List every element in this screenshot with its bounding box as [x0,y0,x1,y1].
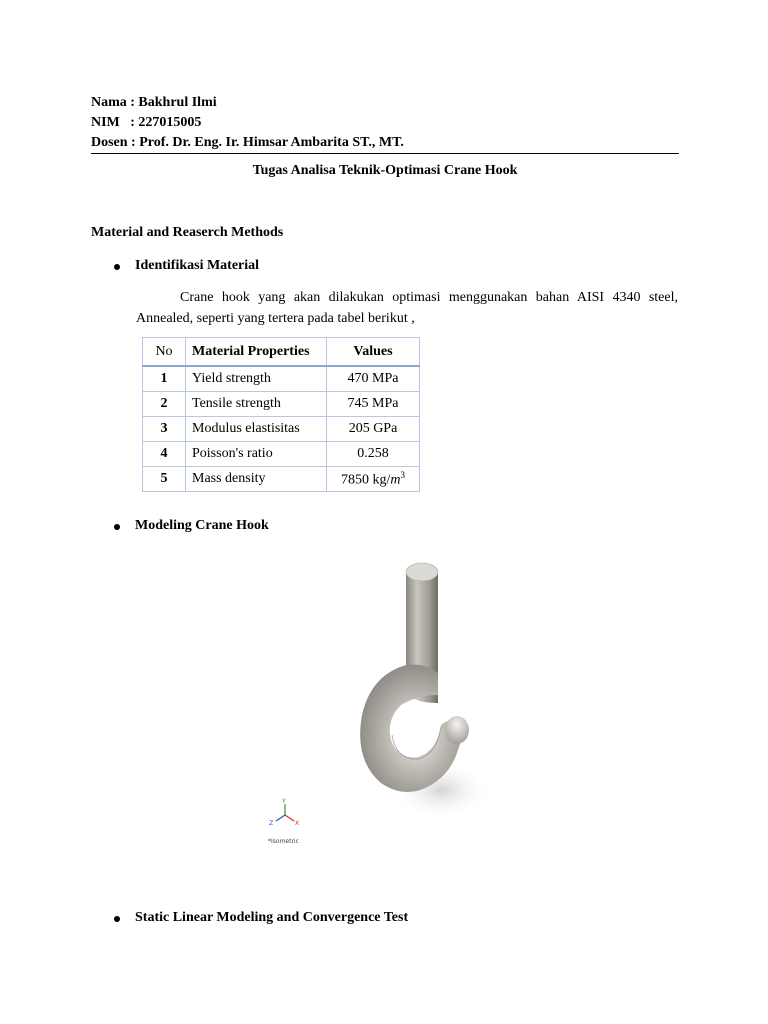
axis-triad [269,798,299,827]
row-value [327,467,420,492]
row-no: 2 [143,392,186,417]
table-header-row [143,338,420,367]
table-row [143,442,420,467]
bullet-label: Static Linear Modeling and Convergence Test [135,910,409,925]
bullet-dot-icon [114,264,120,270]
col-no-header: No [143,338,186,367]
bullet-label: Identifikasi Material [135,258,260,273]
crane-hook-model-image [266,545,506,855]
row-property: Poisson's ratio [186,442,327,467]
row-no: 5 [143,467,186,492]
view-label: *Isometric [268,838,299,845]
student-nim: NIM : 227015005 [91,115,202,130]
col-values-header: Values [327,338,420,367]
section-heading: Material and Reaserch Methods [91,225,284,240]
bullet-dot-icon [114,524,120,530]
col-property-header: Material Properties [186,338,327,367]
row-no: 1 [143,366,186,392]
row-property: Yield strength [186,366,327,392]
lecturer-name: Dosen : Prof. Dr. Eng. Ir. Himsar Ambarita ST., MT. [91,135,404,150]
bullet-dot-icon [114,916,120,922]
body-paragraph [136,287,678,329]
x-axis-line [285,815,294,821]
material-table [142,337,420,492]
row-value: 745 MPa [327,392,420,417]
row-no: 4 [143,442,186,467]
row-value: 0.258 [327,442,420,467]
row-property: Mass density [186,467,327,492]
value-unit: m [390,472,401,488]
row-value: 205 GPa [327,417,420,442]
crane-hook-figure [266,545,506,855]
table-row [143,467,420,492]
value-number: 7850 kg/ [340,472,391,488]
row-property: Modulus elastisitas [186,417,327,442]
row-property: Tensile strength [186,392,327,417]
bullet-label: Modeling Crane Hook [135,518,269,533]
paragraph-text: Crane hook yang akan dilakukan optimasi menggunakan bahan AISI 4340 steel, Annealed, seperti yang tertera pada tabel berikut , [136,290,678,326]
hook-shaft-top [406,563,438,581]
student-name: Nama : Bakhrul Ilmi [91,95,217,110]
header-divider [91,153,679,154]
table-row [143,366,420,392]
hook-tip [445,716,469,744]
table-row [143,417,420,442]
document-title: Tugas Analisa Teknik-Optimasi Crane Hook [252,163,518,178]
table-row [143,392,420,417]
axis-z-label: Z [269,820,274,827]
row-value: 470 MPa [327,366,420,392]
z-axis-line [276,815,285,821]
axis-x-label: X [295,820,300,827]
value-exponent: 3 [400,469,405,480]
axis-y-label: Y [282,798,286,805]
author-header [91,93,404,153]
row-no: 3 [143,417,186,442]
